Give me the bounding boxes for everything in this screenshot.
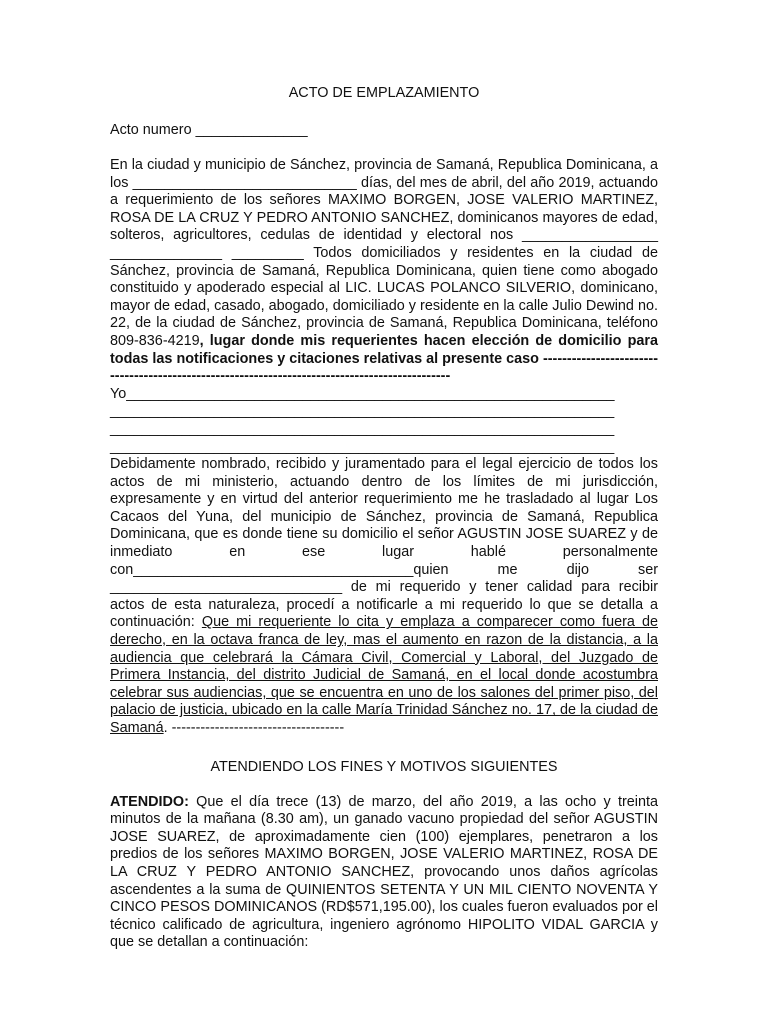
paragraph-1-end: . ------------------------------------	[163, 720, 345, 736]
paragraph-1-underlined-text: Que mi requeriente lo cita y emplaza a comparecer como fuera de derecho, en la octava franca de ley, mas el aumento en razon de la distancia, a la audiencia que celebrará la Cámara Civil, Comercial y Laboral, del Juzgado de Primera Instancia, del distrito Judicial de Samaná, en el local donde acostumbra celebrar sus audiencias, que se encuentra en uno de los salones del primer piso, del palacio de justicia, ubicado en la calle María Trinidad Sánchez no. 17, de la ciudad de Samaná	[110, 614, 658, 736]
body-paragraph-1	[110, 157, 658, 738]
acto-numero: Acto numero ______________	[110, 122, 308, 138]
document-title: ACTO DE EMPLAZAMIENTO	[288, 85, 480, 101]
paragraph-2-text: Que el día trece (13) de marzo, del año 2019, a las ocho y treinta minutos de la mañana (8.30 am), un ganado vacuno propiedad del señor AGUSTIN JOSE SUAREZ, de aproximadamente cien (100) ejemplares, penetraron a los predios de los señores MAXIMO BORGEN, JOSE VALERIO MARTINEZ, ROSA DE LA CRUZ Y PEDRO ANTONIO SANCHEZ, provocando unos daños agrícolas ascendentes a la suma de QUINIENTOS SETENTA Y UN MIL CIENTO NOVENTA Y CINCO PESOS DOMINICANOS (RD$571,195.00), los cuales fueron evaluados por el técnico calificado de agricultura, ingeniero agrónomo HIPOLITO VIDAL GARCIA y que se detallan a continuación:	[110, 793, 658, 951]
paragraph-1-bold-text: , lugar donde mis requerientes hacen elección de domicilio para todas las notificaciones y citaciones relativas al presente caso -----------------------------------------------------------------------------------------------	[110, 332, 658, 385]
paragraph-1-text-a: En la ciudad y municipio de Sánchez, provincia de Samaná, Republica Dominicana, a los ____________________________ días, del mes de abril, del año 2019, actuando a requerimiento de los señores MAXIMO BORGEN, JOSE VALERIO MARTINEZ, ROSA DE LA CRUZ Y PEDRO ANTONIO SANCHEZ, dominicanos mayores de edad, solteros, agricultores, cedulas de identidad y electoral nos _________________ ______________ _________ Todos domiciliados y residentes en la ciudad de Sánchez, provincia de Samaná, Republica Dominicana, quien tiene como abogado constituido y apoderado especial al LIC. LUCAS POLANCO SILVERIO, dominicano, mayor de edad, casado, abogado, domiciliado y residente en la calle Julio Dewind no. 22, de la ciudad de Sánchez, provincia de Samaná, Republica Dominicana, teléfono 809-836-4219	[110, 157, 658, 349]
body-paragraph-2	[110, 794, 658, 952]
section-title: ATENDIENDO LOS FINES Y MOTIVOS SIGUIENTES	[210, 758, 558, 775]
atendido-label: ATENDIDO:	[110, 793, 189, 810]
paragraph-1-text-b: Yo_____________________________________________________________ _______________________________________________________________ _______________________________________________________________ _______________________________________________________________ Debidamente nombrado, recibido y juramentado para el legal ejercicio de todos los actos de mi ministerio, actuando dentro de los límites de mi jurisdicción, expresamente y en virtud del anterior requerimiento me he trasladado al lugar Los Cacaos del Yuna, del municipio de Sánchez, provincia de Samaná, Republica Dominicana, que es donde tiene su domicilio el señor AGUSTIN JOSE SUAREZ y de inmediato en ese lugar hablé personalmente con___________________________________quien me dijo ser _____________________________ de mi requerido y tener calidad para recibir actos de esta naturaleza, procedí a notificarle a mi requerido lo que se detalla a continuación:	[110, 385, 658, 631]
